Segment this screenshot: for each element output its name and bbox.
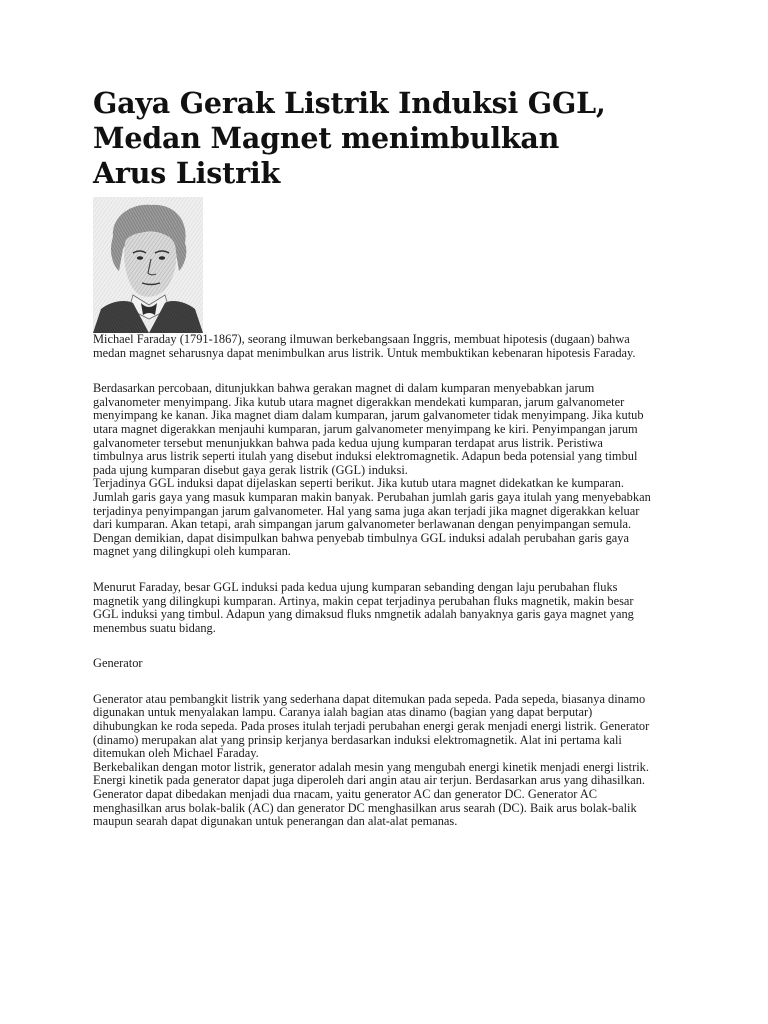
text-line: menghasilkan arus bolak-balik (AC) dan generator DC menghasilkan arus searah (DC). Baik arus bolak-balik	[93, 800, 637, 815]
text-line: Michael Faraday (1791-1867), seorang ilmuwan berkebangsaan Inggris, membuat hipotesis (dugaan) bahwa	[93, 332, 630, 346]
text-line: Dengan demikian, dapat disimpulkan bahwa penyebab timbulnya GGL induksi adalah perubahan garis gaya	[93, 530, 629, 545]
text-line: Berkebalikan dengan motor listrik, generator adalah mesin yang mengubah energi kinetik menjadi energi listrik.	[93, 759, 649, 774]
text-line: ditemukan oleh Michael Faraday.	[93, 746, 259, 761]
text-line: utara magnet digerakkan menjauhi kumparan, jarum galvanometer menyimpang ke kiri. Penyimpangan jarum	[93, 421, 638, 436]
text-line: dari kumparan. Akan tetapi, arah simpangan jarum galvanometer berlawanan dengan penyimpangan semula.	[93, 517, 632, 532]
text-line: Berdasarkan percobaan, ditunjukkan bahwa gerakan magnet di dalam kumparan menyebabkan jarum	[93, 381, 595, 396]
text-line: Energi kinetik pada generator dapat juga diperoleh dari angin atau air terjun. Berdasarkan arus yang dihasilkan.	[93, 773, 645, 788]
text-line: digunakan untuk menyalakan lampu. Caranya ialah bagian atas dinamo (bagian yang dapat berputar)	[93, 705, 593, 720]
paragraph-faraday-law	[93, 581, 683, 635]
text-line: Menurut Faraday, besar GGL induksi pada kedua ujung kumparan sebanding dengan laju perubahan fluks	[93, 579, 618, 594]
title-line: Gaya Gerak Listrik Induksi GGL,	[93, 86, 606, 120]
text-line: Generator dapat dibedakan menjadi dua rnacam, yaitu generator AC dan generator DC. Generator AC	[93, 787, 598, 802]
text-line: GGL induksi yang timbul. Adapun yang dimaksud fluks nmgnetik adalah banyaknya garis gaya magnet yang	[93, 607, 634, 622]
paragraph-generator	[93, 693, 683, 829]
text-line: galvanometer menyimpang. Jika kutub utara magnet digerakkan mendekati kumparan, jarum galvanometer	[93, 394, 625, 409]
page-title	[93, 86, 683, 191]
text-line: Generator atau pembangkit listrik yang sederhana dapat ditemukan pada sepeda. Pada sepeda, biasanya dinamo	[93, 691, 646, 706]
text-line: terjadinya penyimpangan jarum galvanometer. Hal yang sama juga akan terjadi jika magnet digerakkan keluar	[93, 503, 640, 518]
text-line: Terjadinya GGL induksi dapat dijelaskan seperti berikut. Jika kutub utara magnet didekatkan ke kumparan.	[93, 476, 624, 491]
document-page	[93, 86, 683, 829]
paragraph-experiment	[93, 382, 683, 559]
title-line: Arus Listrik	[93, 156, 281, 190]
section-heading-generator: Generator	[93, 656, 143, 671]
text-line: menyimpang ke kanan. Jika magnet diam dalam kumparan, jarum galvanometer tidak menyimpang. Jika kutub	[93, 408, 644, 423]
text-line: menembus suatu bidang.	[93, 620, 216, 635]
text-line: Jumlah garis gaya yang masuk kumparan makin banyak. Perubahan jumlah garis gaya itulah yang menyebabkan	[93, 489, 651, 504]
text-line: maupun searah dapat digunakan untuk penerangan dan alat-alat pemanas.	[93, 814, 458, 829]
text-line: timbulnya arus listrik seperti itulah yang disebut induksi elektromagnetik. Adapun beda potensial yang timbul	[93, 449, 638, 464]
text-line: (dinamo) merupakan alat yang prinsip kerjanya berdasarkan induksi elektromagnetik. Alat ini pertama kali	[93, 732, 622, 747]
text-line: magnetik yang dilingkupi kumparan. Artinya, makin cepat terjadinya perubahan fluks magnetik, makin besar	[93, 593, 634, 608]
text-line: magnet yang dilingkupi oleh kumparan.	[93, 544, 291, 559]
text-line: medan magnet seharusnya dapat menimbulkan arus listrik. Untuk membuktikan kebenaran hipotesis Faraday.	[93, 345, 636, 360]
text-line: dihubungkan ke roda sepeda. Pada proses itulah terjadi perubahan energi gerak menjadi energi listrik. Generator	[93, 719, 650, 734]
text-line: galvanometer tersebut menunjukkan bahwa pada kedua ujung kumparan terdapat arus listrik. Peristiwa	[93, 435, 603, 450]
faraday-portrait-image	[93, 197, 203, 333]
paragraph-intro	[93, 333, 683, 360]
title-line: Medan Magnet menimbulkan	[93, 121, 560, 155]
text-line: pada ujung kumparan disebut gaya gerak listrik (GGL) induksi.	[93, 462, 408, 477]
